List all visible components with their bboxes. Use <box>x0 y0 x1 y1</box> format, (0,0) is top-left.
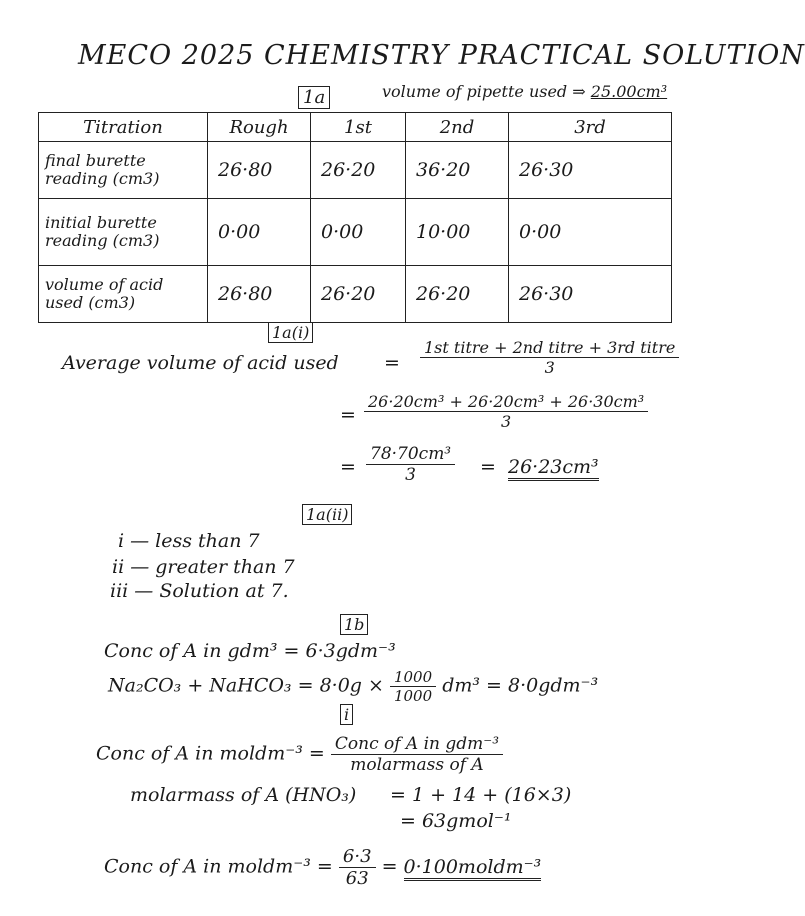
fraction-numerator: 1st titre + 2nd titre + 3rd titre <box>420 338 679 358</box>
table-cell: 26·20 <box>406 266 509 323</box>
pipette-volume-note <box>382 82 667 101</box>
table-cell: 26·30 <box>509 266 672 323</box>
table-row <box>39 199 672 266</box>
table-header: 3rd <box>509 113 672 142</box>
molarmass-label: molarmass of A (HNO₃) <box>130 784 357 806</box>
list-item-text: greater than 7 <box>155 556 295 578</box>
na2co3-line: Na₂CO₃ + NaHCO₃ = 8·0g × $\frac{1000}{1000}$ dm³ = 8·0gdm⁻³ <box>108 668 599 705</box>
list-item: ii — greater than 7 <box>112 556 295 578</box>
section-label-1ai: 1a(i) <box>268 322 313 343</box>
titration-table <box>38 112 672 323</box>
na2co3-unit: dm³ <box>442 674 480 697</box>
table-header: 1st <box>311 113 406 142</box>
fraction-numerator: 78·70cm³ <box>366 444 455 465</box>
equals-sign: = <box>340 456 356 478</box>
pipette-label: volume of pipette used <box>382 82 568 101</box>
table-header: 2nd <box>406 113 509 142</box>
conc-gdm-line: Conc of A in gdm³ = 6·3gdm⁻³ <box>104 640 396 662</box>
na2co3-lhs: 8·0g × <box>319 674 384 697</box>
average-fraction-3 <box>366 444 455 485</box>
fraction-numerator: 1000 <box>390 668 436 687</box>
section-label-1b: 1b <box>340 614 368 635</box>
table-header-row <box>39 113 672 142</box>
conc-final-label: Conc of A in moldm⁻³ <box>104 855 311 878</box>
conc-gdm-value: 6·3gdm⁻³ <box>305 640 396 662</box>
list-item: iii — Solution at 7. <box>110 580 289 602</box>
table-cell: 0·00 <box>311 199 406 266</box>
section-label-1a: 1a <box>298 86 330 109</box>
conc-final-result: 0·100moldm⁻³ <box>404 856 542 881</box>
na2co3-result: 8·0gdm⁻³ <box>507 674 599 697</box>
average-fraction-1 <box>420 338 679 377</box>
table-cell: 26·80 <box>208 142 311 199</box>
row-label: final burette reading (cm3) <box>39 142 208 199</box>
list-item-number: ii <box>112 556 125 578</box>
table-cell: 26·20 <box>311 266 406 323</box>
section-label-1aii: 1a(ii) <box>302 504 352 525</box>
equals-sign: = <box>480 456 496 478</box>
equals-sign: = <box>340 404 356 426</box>
conc-mol-line: Conc of A in moldm⁻³ = $\frac{\text{Conc of A in gdm⁻³}}{\text{molarmass of A}}$ <box>96 734 503 775</box>
table-cell: 36·20 <box>406 142 509 199</box>
list-item-number: iii <box>110 580 129 602</box>
table-header: Rough <box>208 113 311 142</box>
fraction-denominator: 3 <box>405 465 416 485</box>
table-header: Titration <box>39 113 208 142</box>
fraction-numerator: 6·3 <box>339 846 376 868</box>
conc-gdm-label: Conc of A in gdm³ <box>104 640 278 662</box>
fraction-denominator: 1000 <box>393 687 433 705</box>
list-item-text: less than 7 <box>155 530 260 552</box>
arrow-icon: ⇒ <box>572 82 586 101</box>
conc-mol-label: Conc of A in moldm⁻³ <box>96 742 303 765</box>
molarmass-result: = 63gmol⁻¹ <box>400 810 512 832</box>
fraction-denominator: molarmass of A <box>350 755 484 775</box>
list-item: i — less than 7 <box>118 530 260 552</box>
average-fraction-2 <box>364 392 648 431</box>
row-label: initial burette reading (cm3) <box>39 199 208 266</box>
pipette-value: 25.00cm³ <box>590 82 668 101</box>
table-cell: 10·00 <box>406 199 509 266</box>
fraction-denominator: 3 <box>544 358 555 377</box>
table-cell: 26·80 <box>208 266 311 323</box>
section-label-1bi: i <box>340 704 353 725</box>
list-item-text: Solution at 7. <box>159 580 289 602</box>
list-item-number: i <box>118 530 125 552</box>
table-row <box>39 266 672 323</box>
row-label: volume of acid used (cm3) <box>39 266 208 323</box>
molarmass-expr: = 1 + 14 + (16×3) <box>390 784 572 806</box>
fraction-numerator: Conc of A in gdm⁻³ <box>331 734 503 755</box>
fraction-denominator: 3 <box>501 412 512 431</box>
table-row <box>39 142 672 199</box>
average-result: 26·23cm³ <box>508 456 599 481</box>
table-cell: 26·20 <box>311 142 406 199</box>
table-cell: 0·00 <box>509 199 672 266</box>
table-cell: 0·00 <box>208 199 311 266</box>
fraction-numerator: 26·20cm³ + 26·20cm³ + 26·30cm³ <box>364 392 648 412</box>
average-label: Average volume of acid used <box>62 352 339 374</box>
table-cell: 26·30 <box>509 142 672 199</box>
fraction-denominator: 63 <box>345 868 369 889</box>
equals-sign: = <box>384 352 400 374</box>
conc-final-line: Conc of A in moldm⁻³ = $\frac{6\cdot 3}{63}$ = 0·100moldm⁻³ <box>104 846 542 889</box>
na2co3-label: Na₂CO₃ + NaHCO₃ <box>108 674 292 697</box>
page-title: MECO 2025 CHEMISTRY PRACTICAL SOLUTION <box>78 40 805 71</box>
